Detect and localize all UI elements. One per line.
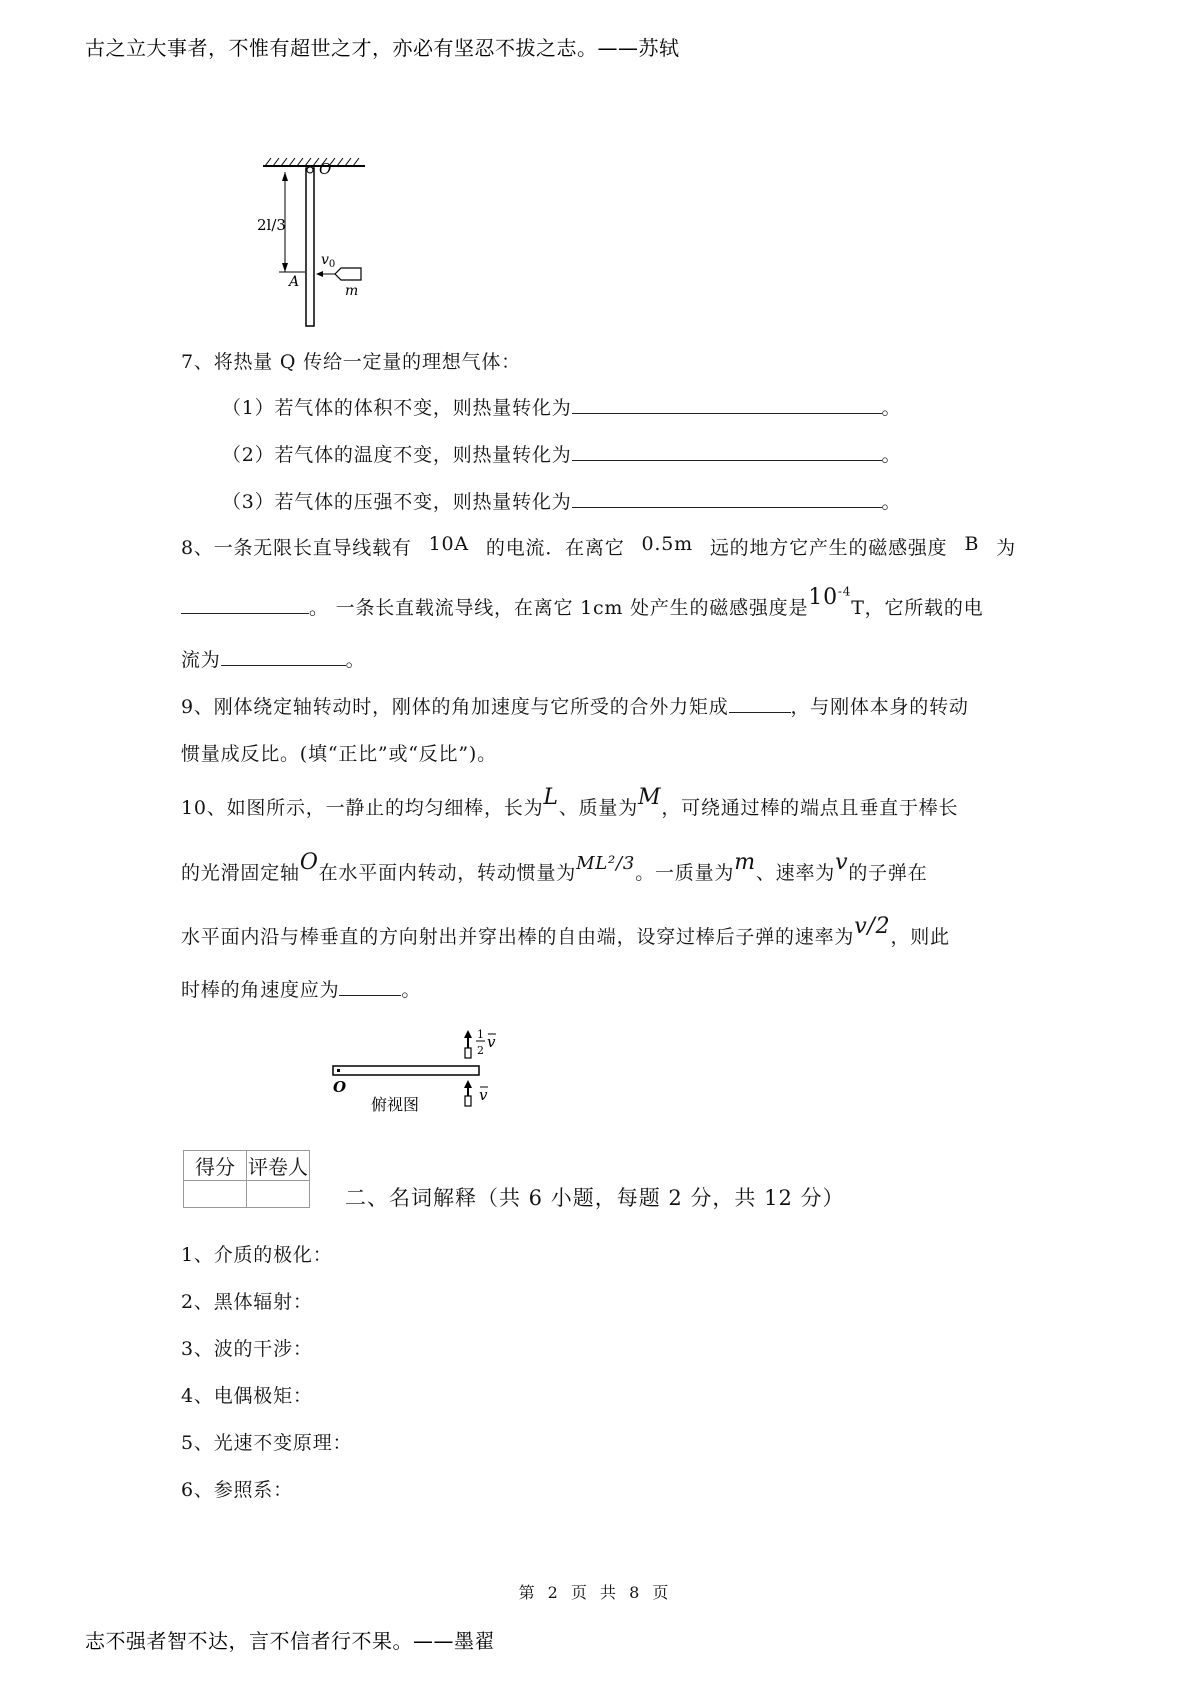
q10-line-1	[181, 785, 959, 820]
q8-math-ten	[808, 585, 851, 610]
q9-line1-b: ，与刚体本身的转动	[790, 696, 969, 718]
score-header: 得分	[184, 1151, 247, 1181]
term-item-6: 6、参照系：	[181, 1479, 293, 1501]
q10-math-m-big: M	[638, 785, 662, 810]
score-table	[183, 1150, 310, 1208]
q7-item-2-end: 。	[881, 444, 902, 466]
term-item-3: 3、波的干涉：	[181, 1338, 313, 1360]
q8-line-3	[181, 645, 365, 672]
q8-line3-end: 。	[345, 649, 366, 671]
fig1-label-m: m	[345, 283, 359, 299]
q9-line-1	[181, 692, 969, 719]
q9-line-2: 惯量成反比。(填“正比”或“反比”)。	[181, 743, 497, 765]
figure-top-view	[325, 1018, 525, 1118]
q7-item-2-text: （2）若气体的温度不变，则热量转化为	[222, 444, 572, 466]
q10-blank[interactable]	[339, 977, 401, 996]
section-2-title: 二、名词解释（共 6 小题，每题 2 分，共 12 分）	[345, 1186, 845, 1210]
page-number: 第 2 页 共 8 页	[518, 1583, 673, 1602]
q8-part-4: 0.5m	[641, 533, 693, 555]
q8-blank-2[interactable]	[221, 647, 346, 666]
fig2-half-num: 1	[477, 1028, 484, 1041]
q10-line-4	[181, 975, 421, 1002]
q8-part-5: 远的地方它产生的磁感强度	[709, 537, 948, 559]
q7-blank-1[interactable]	[572, 395, 882, 414]
q10-math-v2: v/2	[854, 914, 891, 939]
q9-blank[interactable]	[729, 694, 791, 713]
term-item-1: 1、介质的极化：	[181, 1244, 333, 1266]
q10-l2-e: 的子弹在	[848, 862, 928, 884]
q10-l1-a: 10、如图所示，一静止的均匀细棒，长为	[181, 797, 544, 819]
q10-math-inertia: ML²/3	[576, 853, 636, 874]
fig2-caption: 俯视图	[371, 1095, 420, 1114]
fig2-label-o: O	[333, 1078, 347, 1096]
q10-math-o: O	[299, 850, 319, 875]
grader-header: 评卷人	[247, 1151, 310, 1181]
q10-math-m: m	[734, 850, 756, 875]
q8-line2-a: 。 一条长直载流导线，在离它 1cm 处产生的磁感强度是	[309, 597, 809, 619]
term-item-5: 5、光速不变原理：	[181, 1432, 353, 1454]
fig2-v-top: v	[487, 1033, 496, 1051]
q10-l2-d: 、速率为	[755, 862, 836, 884]
q10-math-l: L	[543, 785, 559, 810]
q8-line2-b: T，它所载的电	[851, 597, 984, 619]
fig1-label-length: 2l/3	[257, 216, 286, 234]
q7-stem: 7、将热量 Q 传给一定量的理想气体：	[181, 351, 521, 373]
q7-item-2	[222, 440, 901, 467]
q10-line-2	[181, 850, 928, 885]
q10-line-3	[181, 914, 950, 949]
q10-l2-c: 。一质量为	[635, 862, 735, 884]
fig1-label-v-sub: 0	[328, 259, 336, 270]
figure-hanging-rod	[255, 150, 395, 330]
q7-item-3-text: （3）若气体的压强不变，则热量转化为	[222, 491, 572, 513]
q10-l4-a: 时棒的角速度应为	[181, 979, 340, 1001]
header-quote: 古之立大事者，不惟有超世之才，亦必有坚忍不拔之志。——苏轼	[85, 36, 680, 60]
footer-quote: 志不强者智不达，言不信者行不果。——墨翟	[85, 1629, 495, 1653]
q10-l2-a: 的光滑固定轴	[181, 862, 300, 884]
svg-text:v0	[321, 252, 335, 270]
q7-blank-2[interactable]	[572, 442, 882, 461]
q10-l1-b: 、质量为	[558, 797, 639, 819]
q7-item-1-end: 。	[881, 397, 902, 419]
q8-part-7: 为	[996, 537, 1016, 559]
q8-math-base: 10	[808, 585, 838, 610]
q10-l1-c: ，可绕通过棒的端点且垂直于棒长	[661, 797, 959, 819]
q10-l2-b: 在水平面内转动，转动惯量为	[318, 862, 577, 884]
q10-l3-b: ，则此	[890, 926, 950, 948]
fig1-label-o: O	[319, 160, 332, 178]
q10-l4-end: 。	[401, 979, 422, 1001]
q8-line3: 流为	[181, 649, 221, 671]
term-item-4: 4、电偶极矩：	[181, 1385, 313, 1407]
q8-part-1: 8、一条无限长直导线载有	[181, 537, 412, 559]
q7-item-1-text: （1）若气体的体积不变，则热量转化为	[222, 397, 572, 419]
q10-math-v: v	[835, 850, 849, 875]
grader-cell[interactable]	[247, 1181, 310, 1208]
q8-part-6: B	[964, 533, 980, 555]
q10-l3-a: 水平面内沿与棒垂直的方向射出并穿出棒的自由端，设穿过棒后子弹的速率为	[181, 926, 855, 948]
q8-line-2	[181, 584, 984, 620]
q7-item-1	[222, 393, 901, 420]
q9-line1-a: 9、刚体绕定轴转动时，刚体的角加速度与它所受的合外力矩成	[181, 696, 729, 718]
term-item-2: 2、黑体辐射：	[181, 1291, 313, 1313]
q8-part-3: 的电流．在离它	[485, 537, 625, 559]
q8-blank-1[interactable]	[181, 595, 309, 614]
fig2-v-bottom: v	[479, 1086, 488, 1104]
q7-blank-3[interactable]	[572, 489, 882, 508]
q8-line-1	[181, 533, 1016, 560]
fig2-half-den: 2	[477, 1044, 484, 1057]
q7-item-3-end: 。	[881, 491, 902, 513]
q8-part-2: 10A	[428, 533, 469, 555]
score-cell[interactable]	[184, 1181, 247, 1208]
fig1-label-v: v	[321, 252, 329, 268]
q8-math-exp: -4	[837, 584, 852, 599]
fig1-label-a: A	[289, 274, 300, 290]
q7-item-3	[222, 487, 901, 514]
